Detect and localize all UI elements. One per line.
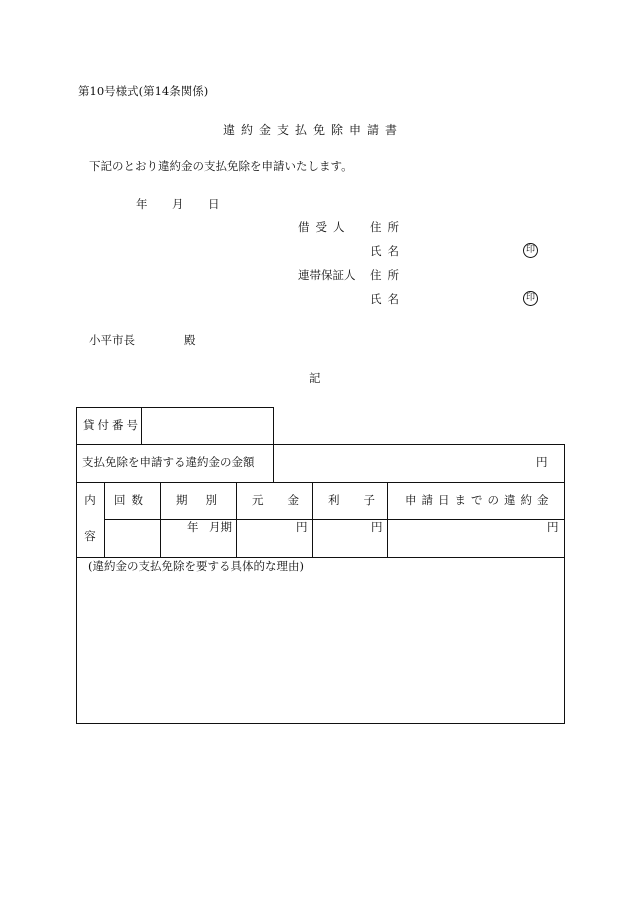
document-title: 違約金支払免除申請書 bbox=[223, 123, 404, 137]
guarantor-name-label: 氏名 bbox=[370, 292, 405, 306]
guarantor-seal: 印 bbox=[523, 291, 538, 306]
date-year: 年 bbox=[136, 197, 148, 211]
date-day: 日 bbox=[208, 197, 220, 211]
header-penalty: 申請日までの違約金 bbox=[405, 493, 554, 507]
period-month: 月期 bbox=[209, 520, 232, 534]
borrower-address-label: 住所 bbox=[370, 220, 405, 234]
borrower-label: 借受人 bbox=[298, 220, 351, 234]
table-line bbox=[76, 557, 565, 558]
guarantor-label: 連帯保証人 bbox=[298, 268, 356, 282]
amount-field[interactable] bbox=[275, 446, 563, 480]
reason-label: (違約金の支払免除を要する具体的な理由) bbox=[88, 559, 304, 573]
amount-label: 支払免除を申請する違約金の金額 bbox=[82, 455, 255, 469]
ki-label: 記 bbox=[309, 371, 321, 385]
loan-number-label: 貸付番号 bbox=[83, 418, 141, 432]
table-line bbox=[236, 482, 237, 558]
table-line bbox=[76, 723, 565, 724]
penalty-unit: 円 bbox=[547, 520, 559, 534]
count-field[interactable] bbox=[106, 521, 159, 556]
addressee-name: 小平市長 bbox=[89, 333, 135, 347]
principal-unit: 円 bbox=[296, 520, 308, 534]
table-line bbox=[104, 482, 105, 558]
guarantor-address-label: 住所 bbox=[370, 268, 405, 282]
borrower-name-label: 氏名 bbox=[370, 244, 405, 258]
contents-label-top: 内 bbox=[84, 493, 96, 507]
table-line bbox=[160, 482, 161, 558]
contents-label-bottom: 容 bbox=[84, 529, 96, 543]
header-count: 回数 bbox=[114, 493, 149, 507]
intro-text: 下記のとおり違約金の支払免除を申請いたします。 bbox=[89, 159, 353, 173]
table-line bbox=[76, 482, 565, 483]
table-line bbox=[76, 444, 565, 445]
table-line bbox=[141, 407, 142, 445]
header-period: 期別 bbox=[176, 493, 235, 507]
form-number: 第10号様式(第14条関係) bbox=[78, 84, 209, 98]
loan-number-field[interactable] bbox=[143, 409, 271, 443]
borrower-seal: 印 bbox=[523, 243, 538, 258]
reason-field[interactable] bbox=[78, 576, 563, 721]
table-line bbox=[104, 519, 565, 520]
amount-unit: 円 bbox=[536, 455, 548, 469]
date-month: 月 bbox=[172, 197, 184, 211]
table-line bbox=[564, 444, 565, 724]
interest-unit: 円 bbox=[371, 520, 383, 534]
table-line bbox=[273, 407, 274, 483]
table-line bbox=[76, 407, 77, 724]
addressee-honorific: 殿 bbox=[184, 333, 196, 347]
header-principal: 元金 bbox=[252, 493, 323, 507]
header-interest: 利子 bbox=[328, 493, 399, 507]
table-line bbox=[76, 407, 273, 408]
period-year: 年 bbox=[187, 520, 199, 534]
